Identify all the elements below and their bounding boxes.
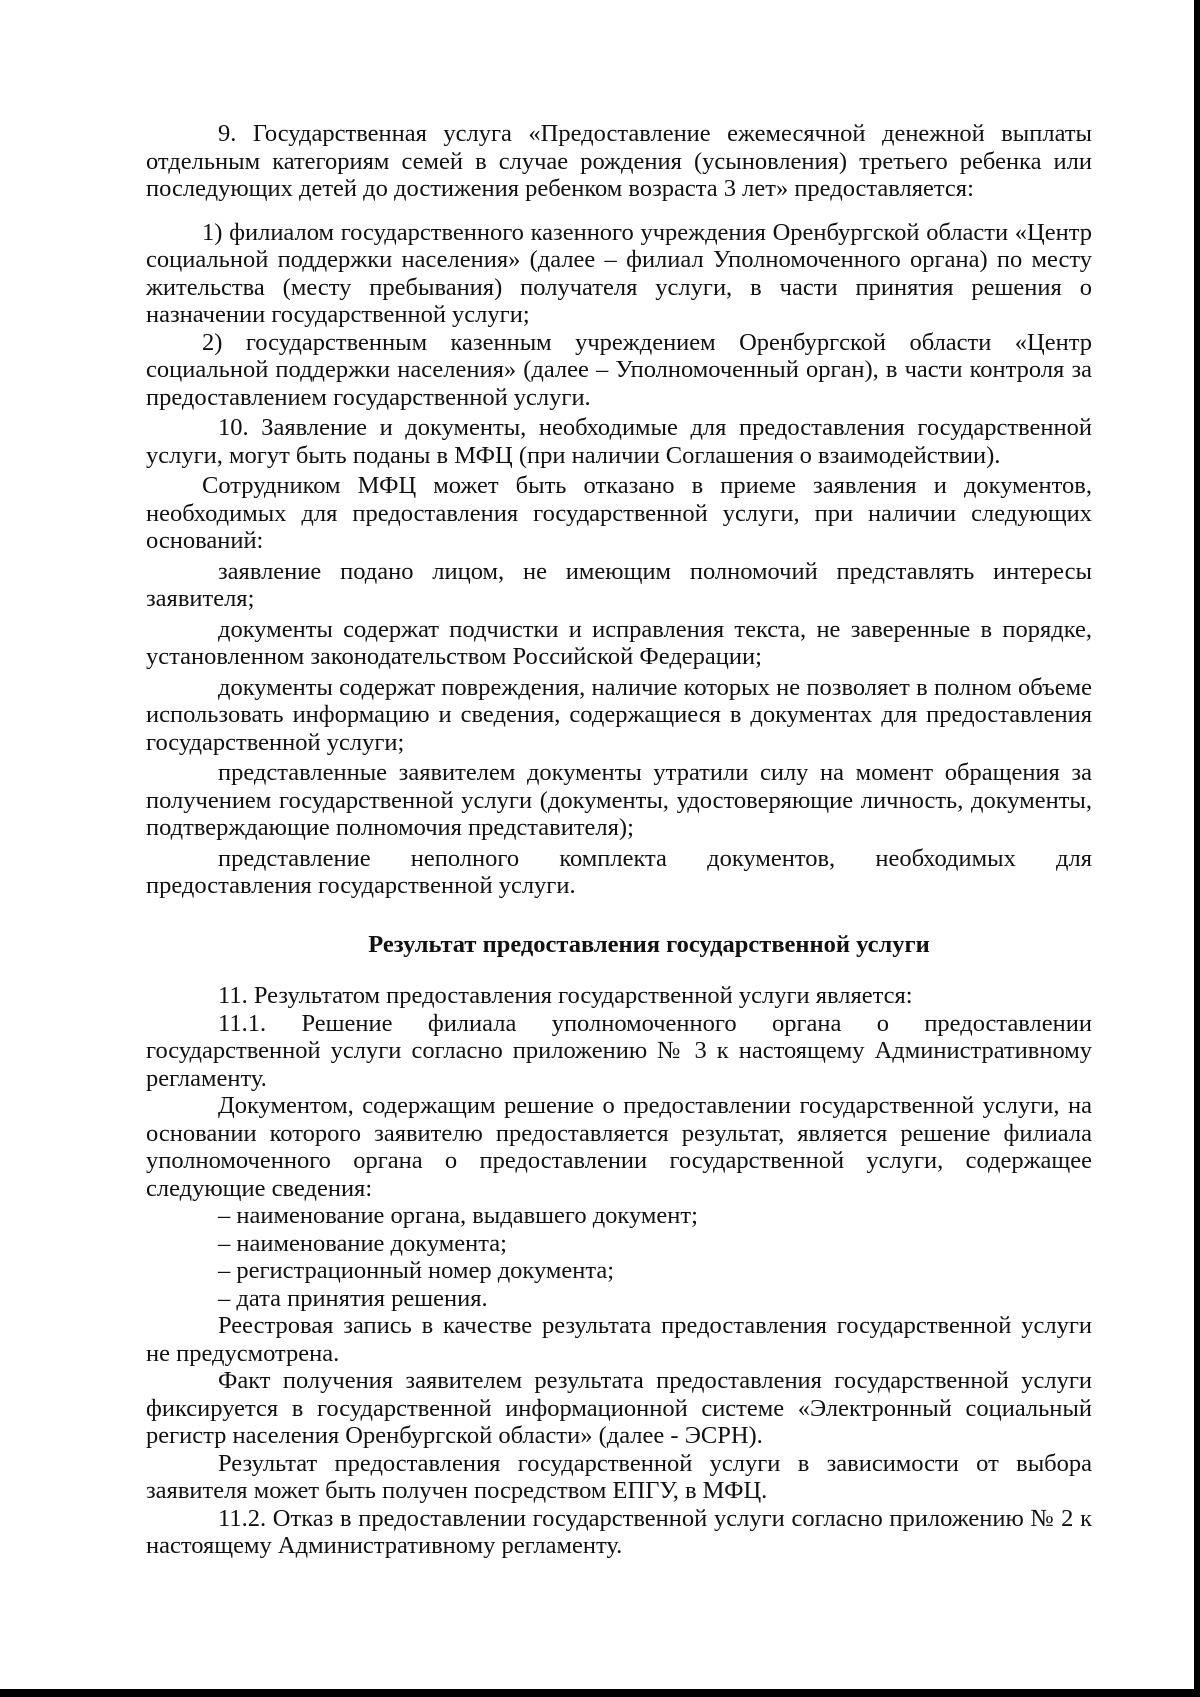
list-item: – наименование органа, выдавшего документ; bbox=[218, 1202, 698, 1229]
paragraph-11-document: Документом, содержащим решение о предоставлении государственной услуги, на основании которого заявителю предоставляется результат, является решение филиала уполномоченного органа о предоставлении государственной услуги, содержащее следующие сведения: bbox=[146, 1092, 1092, 1202]
paragraph-11-2: 11.2. Отказ в предоставлении государственной услуги согласно приложению № 2 к настоящему Административному регламенту. bbox=[146, 1504, 1092, 1559]
refusal-reason-5: представление неполного комплекта документов, необходимых для предоставления государственной услуги. bbox=[146, 844, 1092, 899]
list-item: – регистрационный номер документа; bbox=[218, 1257, 615, 1284]
refusal-reason-4: представленные заявителем документы утратили силу на момент обращения за получением государственной услуги (документы, удостоверяющие личность, документы, подтверждающие полномочия представителя); bbox=[146, 759, 1092, 841]
list-item: – наименование документа; bbox=[218, 1229, 507, 1257]
list-item: – дата принятия решения. bbox=[218, 1284, 488, 1312]
paragraph-10: 10. Заявление и документы, необходимые для предоставления государственной услуги, могут быть поданы в МФЦ (при наличии Соглашения о взаимодействии). bbox=[146, 414, 1092, 469]
paragraph-11-registry: Реестровая запись в качестве результата предоставления государственной услуги не предусмотрена. bbox=[146, 1312, 1092, 1367]
paragraph-11: 11. Результатом предоставления государственной услуги является: bbox=[218, 982, 913, 1009]
scan-edge-bottom bbox=[0, 1689, 1200, 1697]
paragraph-9: 9. Государственная услуга «Предоставление ежемесячной денежной выплаты отдельным категориям семей в случае рождения (усыновления) третьего ребенка или последующих детей до достижения ребенком возраста 3 лет» предоставляется: bbox=[146, 120, 1092, 202]
scan-edge-right bbox=[1194, 0, 1200, 1697]
paragraph-11-1: 11.1. Решение филиала уполномоченного органа о предоставлении государственной услуги согласно приложению № 3 к настоящему Административному регламенту. bbox=[146, 1009, 1092, 1092]
refusal-reason-2: документы содержат подчистки и исправления текста, не заверенные в порядке, установленном законодательством Российской Федерации; bbox=[146, 615, 1092, 670]
paragraph-10-refusal-intro: Сотрудником МФЦ может быть отказано в приеме заявления и документов, необходимых для предоставления государственной услуги, при наличии следующих оснований: bbox=[146, 472, 1092, 554]
paragraph-11-fact: Факт получения заявителем результата предоставления государственной услуги фиксируется в государственной информационной системе «Электронный социальный регистр населения Оренбургской области» (далее - ЭСРН). bbox=[146, 1367, 1092, 1449]
section-heading: Результат предоставления государственной услуги bbox=[368, 930, 930, 958]
refusal-reason-1: заявление подано лицом, не имеющим полномочий представлять интересы заявителя; bbox=[146, 557, 1092, 612]
paragraph-9-item-2: 2) государственным казенным учреждением Оренбургской области «Центр социальной поддержки населения» (далее – Уполномоченный орган), в части контроля за предоставлением государственной услуги. bbox=[146, 328, 1092, 411]
refusal-reason-3: документы содержат повреждения, наличие которых не позволяет в полном объеме использовать информацию и сведения, содержащиеся в документах для предоставления государственной услуги; bbox=[146, 673, 1092, 756]
document-page bbox=[146, 120, 1092, 1560]
paragraph-9-item-1: 1) филиалом государственного казенного учреждения Оренбургской области «Центр социальной поддержки населения» (далее – филиал Уполномоченного органа) по месту жительства (месту пребывания) получателя услуги, в части принятия решения о назначении государственной услуги; bbox=[146, 218, 1092, 328]
paragraph-11-result: Результат предоставления государственной услуги в зависимости от выбора заявителя может быть получен посредством ЕПГУ, в МФЦ. bbox=[146, 1449, 1092, 1504]
